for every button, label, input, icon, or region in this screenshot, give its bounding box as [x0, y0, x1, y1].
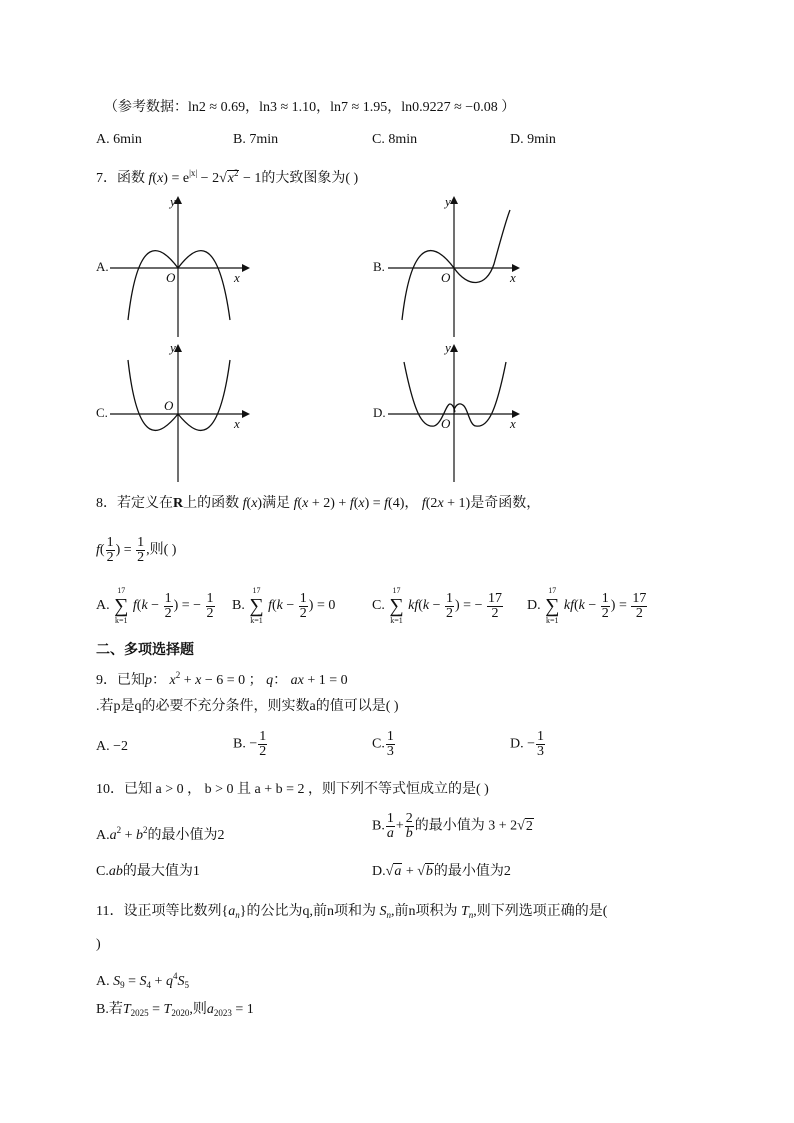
q10-option-b-label: B.	[372, 818, 385, 834]
q11-option-b-then: ,则	[189, 1002, 207, 1017]
q9-option-d[interactable]: D. − $\frac{1}{3}$	[510, 729, 545, 759]
q7-stem: 7．函数 $f(x) = e^{|x|} - 2√x^2 - 1$的大致图象为( )	[96, 168, 359, 186]
q7-graph-b[interactable]	[388, 192, 528, 337]
q6-option-d-text: D. 9min	[510, 132, 556, 147]
q10-option-c[interactable]: C.ab的最大值为1	[96, 864, 200, 879]
q7-prefix: 7．函数	[96, 171, 145, 186]
q8-option-c-label: C.	[372, 598, 385, 614]
q9-option-c-label: C.	[372, 736, 385, 752]
q6-option-b-text: B. 7min	[233, 132, 279, 147]
q8-option-a-label: A.	[96, 598, 110, 614]
q7-graph-c-y-label: y	[170, 340, 176, 355]
q8-odd: 是奇函数，	[470, 496, 541, 511]
reference-data	[104, 98, 515, 118]
q7-graph-c-x-label: x	[234, 416, 240, 431]
q11-option-a[interactable]: A. $S_9 = S_4 + q^4S_5$	[96, 971, 189, 990]
q11-option-b[interactable]: B.若$T_{2025} = T_{2020}$,则$a_{2023} = 1$	[96, 1002, 254, 1018]
q7-label-b[interactable]: B.	[373, 259, 385, 274]
q9-prefix: 9．已知	[96, 673, 145, 688]
reference-data-text: （参考数据：ln2 ≈ 0.69，ln3 ≈ 1.10，ln7 ≈ 1.95，ln0.9227 ≈ −0.08 ）	[104, 100, 516, 115]
q8-option-d-label: D.	[527, 598, 541, 614]
q8-option-d[interactable]: D. 17 ∑ k=1 kf(k − $\frac{1}{2}$ ) = $\frac{17}{2}$	[527, 586, 647, 625]
q9-line2: .若p是q的必要不充分条件，则实数a的值可以是( )	[96, 699, 399, 714]
q7-graph-d[interactable]	[388, 340, 528, 482]
q8-mid: 上的函数	[183, 496, 240, 511]
q11-option-a-label: A.	[96, 974, 110, 989]
q7-graph-d-origin: O	[441, 416, 451, 431]
q6-option-a[interactable]	[96, 130, 142, 150]
q8-option-a[interactable]: A. 17 ∑ k=1 f(k − $\frac{1}{2}$ ) = − $\frac{1}{2}$	[96, 586, 214, 625]
q9-option-b[interactable]: B. − $\frac{1}{2}$	[233, 729, 267, 759]
q7-graph-d-x-label: x	[510, 416, 516, 431]
q11-stem-b: 的公比为q,前n项和为	[246, 904, 376, 919]
q9-q: q	[266, 673, 274, 688]
q10-option-d-label: D.	[372, 864, 386, 879]
q10-option-a-label: A.	[96, 828, 110, 843]
q7-label-d[interactable]: D.	[373, 405, 386, 420]
q11-stem-d: ,则下列选项正确的是(	[473, 904, 608, 919]
q6-option-d[interactable]	[510, 130, 556, 150]
q11-stem-c: ,前n项积为	[390, 904, 458, 919]
q7-graph-a-y-label: y	[170, 194, 176, 209]
q7-graph-a-origin: O	[166, 270, 176, 285]
q11-close: )	[96, 937, 101, 952]
q10-option-b[interactable]: B. $\frac{1}{a}$ + $\frac{2}{b}$ 的最小值为 3 + 2√2	[372, 811, 533, 841]
q10-option-c-text: 的最大值为1	[122, 864, 200, 879]
q7-graph-d-y-label: y	[445, 340, 451, 355]
q10-option-a-text: 的最小值为2	[147, 828, 225, 843]
q9-option-a[interactable]	[96, 737, 128, 757]
q11-stem-a: 11．设正项等比数列	[96, 904, 222, 919]
q10-option-d-text: 的最小值为2	[433, 864, 511, 879]
q6-option-b[interactable]	[233, 130, 278, 150]
q8-stem: 8．若定义在R上的函数 f(x)满足 f(x + 2) + f(x) = f(4)， f(2x + 1)是奇函数，	[96, 496, 541, 511]
q7-suffix: 的大致图象为( )	[261, 171, 359, 186]
q7-graph-c-origin: O	[164, 398, 174, 413]
q9-option-a-text: A. −2	[96, 739, 129, 754]
q7-graph-c[interactable]	[110, 340, 250, 482]
q7-graph-a-x-label: x	[234, 270, 240, 285]
q8-prefix: 8．若定义在	[96, 496, 173, 511]
q7-graph-b-origin: O	[441, 270, 451, 285]
q9-option-b-label: B. −	[233, 736, 258, 752]
q9-stem: 9．已知p： $x^2 + x - 6 = 0$ ； q： ax + 1 = 0	[96, 670, 348, 688]
q9-option-d-label: D. −	[510, 736, 536, 752]
q10-option-d[interactable]: D.√a + √b的最小值为2	[372, 864, 511, 879]
q9-option-c[interactable]: C. $\frac{1}{3}$	[372, 729, 394, 759]
q10-stem: 10．已知 a > 0 ， b > 0 且 a + b = 2 ，则下列不等式恒成立的是( )	[96, 782, 489, 797]
q8-option-c[interactable]: C. 17 ∑ k=1 kf(k − $\frac{1}{2}$ ) = − $\frac{17}{2}$	[372, 586, 502, 625]
section-heading: 二、多项选择题	[96, 642, 194, 658]
q7-graph-a[interactable]	[110, 192, 250, 337]
q8-condition: f( $\frac{1}{2}$ ) = $\frac{1}{2}$ ,则( )	[96, 535, 177, 565]
q10-option-b-text: 的最小值为	[414, 818, 485, 834]
q8-option-b[interactable]: B. 17 ∑ k=1 f(k − $\frac{1}{2}$ ) = 0	[232, 586, 336, 625]
q8-r: R	[173, 496, 184, 511]
q10-option-a[interactable]: $A.a^2 + b^2$的最小值为2	[96, 825, 225, 843]
q6-option-c-text: C. 8min	[372, 132, 418, 147]
q7-label-a[interactable]: A.	[96, 259, 109, 274]
q8-satisfy: 满足	[262, 496, 291, 511]
q6-option-a-text: A. 6min	[96, 132, 142, 147]
q7-formula: f	[148, 171, 153, 186]
q11-stem: 11．设正项等比数列$\{a_n\}$的公比为q,前n项和为 $S_n$,前n项积为 $T_n$,则下列选项正确的是(	[96, 904, 608, 920]
q8-then: ,则( )	[146, 542, 177, 558]
q7-graph-b-x-label: x	[510, 270, 516, 285]
q10-option-c-label: C.	[96, 864, 109, 879]
q6-option-c[interactable]	[372, 130, 417, 150]
q11-option-b-prefix: B.若	[96, 1002, 123, 1017]
q7-label-c[interactable]: C.	[96, 405, 108, 420]
q9-p: p	[145, 673, 152, 688]
q8-option-b-label: B.	[232, 598, 245, 614]
q7-graph-b-y-label: y	[445, 194, 451, 209]
